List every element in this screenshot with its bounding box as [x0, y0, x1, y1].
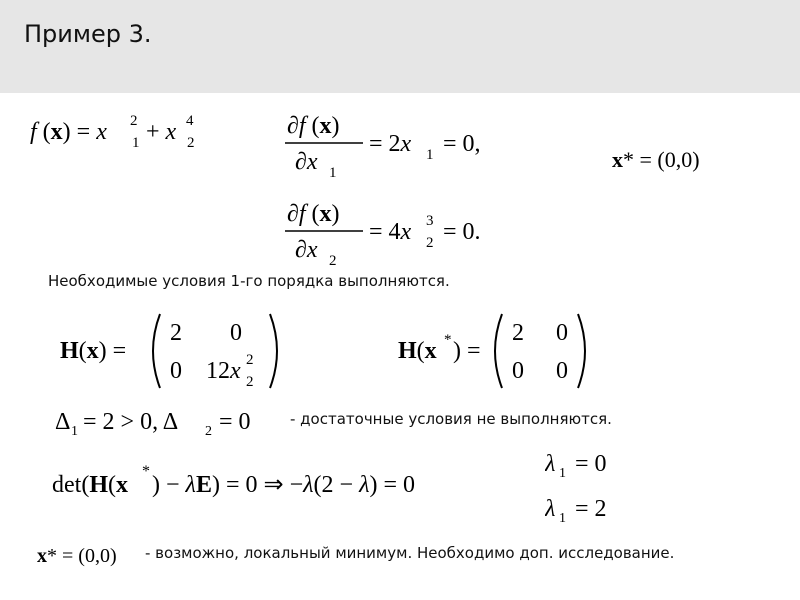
svg-text:Δ: Δ [55, 409, 71, 435]
svg-text:1: 1 [71, 424, 78, 439]
svg-text:0: 0 [512, 358, 524, 384]
svg-text:4: 4 [186, 113, 194, 129]
svg-text:= 0: = 0 [575, 451, 607, 477]
svg-text:2: 2 [329, 253, 337, 269]
svg-text:= 0.: = 0. [443, 219, 481, 245]
slide-title: Пример 3. [24, 20, 152, 48]
svg-text:2: 2 [246, 352, 254, 368]
svg-text:f (x) = x: f (x) = x [30, 119, 107, 145]
slide-header [0, 0, 800, 93]
svg-text:λ: λ [545, 496, 556, 522]
svg-text:λ: λ [545, 451, 556, 477]
svg-text:∂f (x): ∂f (x) [287, 201, 340, 227]
formula-hessian [60, 308, 300, 394]
sufficient-conditions-text: - достаточные условия не выполняются. [290, 410, 612, 428]
svg-text:= 2: = 2 [575, 496, 607, 522]
svg-text:0: 0 [556, 358, 568, 384]
svg-text:1: 1 [329, 165, 337, 181]
formula-gradient-2 [285, 193, 505, 273]
svg-text:2: 2 [130, 113, 138, 129]
svg-text:0: 0 [230, 320, 242, 346]
svg-text:) − λE) = 0 ⇒ −λ(2 − λ) = 0: ) − λE) = 0 ⇒ −λ(2 − λ) = 0 [152, 472, 415, 498]
svg-text:= 2x: = 2x [369, 131, 412, 157]
svg-text:1: 1 [559, 511, 566, 524]
svg-text:0: 0 [556, 320, 568, 346]
svg-text:x* = (0,0): x* = (0,0) [612, 147, 700, 172]
svg-text:*: * [142, 463, 150, 480]
svg-text:= 4x: = 4x [369, 219, 412, 245]
svg-text:∂f (x): ∂f (x) [287, 113, 340, 139]
svg-text:2: 2 [246, 374, 254, 390]
svg-text:H(x: H(x [398, 338, 437, 364]
formula-gradient-1 [285, 105, 505, 185]
svg-text:2: 2 [512, 320, 524, 346]
conclusion-text: - возможно, локальный минимум. Необходимо доп. исследование. [145, 544, 675, 562]
svg-text:) =: ) = [453, 338, 481, 364]
formula-characteristic-equation [52, 460, 522, 504]
formula-xstar [612, 145, 752, 177]
svg-text:1: 1 [426, 147, 434, 163]
formula-lambda-2 [545, 490, 635, 524]
svg-text:1: 1 [132, 135, 140, 151]
formula-hessian-at-xstar [398, 308, 598, 394]
svg-text:= 0: = 0 [219, 409, 251, 435]
svg-text:x* = (0,0): x* = (0,0) [37, 545, 117, 567]
svg-text:= 2 > 0, Δ: = 2 > 0, Δ [83, 409, 179, 435]
formula-f-definition [30, 105, 220, 155]
formula-deltas [55, 403, 285, 439]
svg-text:= 0,: = 0, [443, 131, 481, 157]
svg-text:∂x: ∂x [295, 149, 318, 175]
svg-text:∂x: ∂x [295, 237, 318, 263]
svg-text:det(H(x: det(H(x [52, 472, 128, 498]
svg-text:0: 0 [170, 358, 182, 384]
svg-text:2: 2 [426, 235, 434, 251]
necessary-conditions-text: Необходимые условия 1-го порядка выполняются. [48, 272, 450, 290]
svg-text:2: 2 [187, 135, 195, 151]
svg-text:3: 3 [426, 213, 434, 229]
svg-text:H(x) =: H(x) = [60, 338, 127, 364]
formula-xstar-bottom [37, 538, 152, 570]
formula-lambda-1 [545, 445, 635, 479]
svg-text:+ x: + x [146, 119, 177, 145]
svg-text:2: 2 [205, 424, 212, 439]
svg-text:2: 2 [170, 320, 182, 346]
svg-text:*: * [444, 332, 452, 348]
svg-text:1: 1 [559, 466, 566, 479]
svg-text:12x: 12x [206, 358, 241, 384]
